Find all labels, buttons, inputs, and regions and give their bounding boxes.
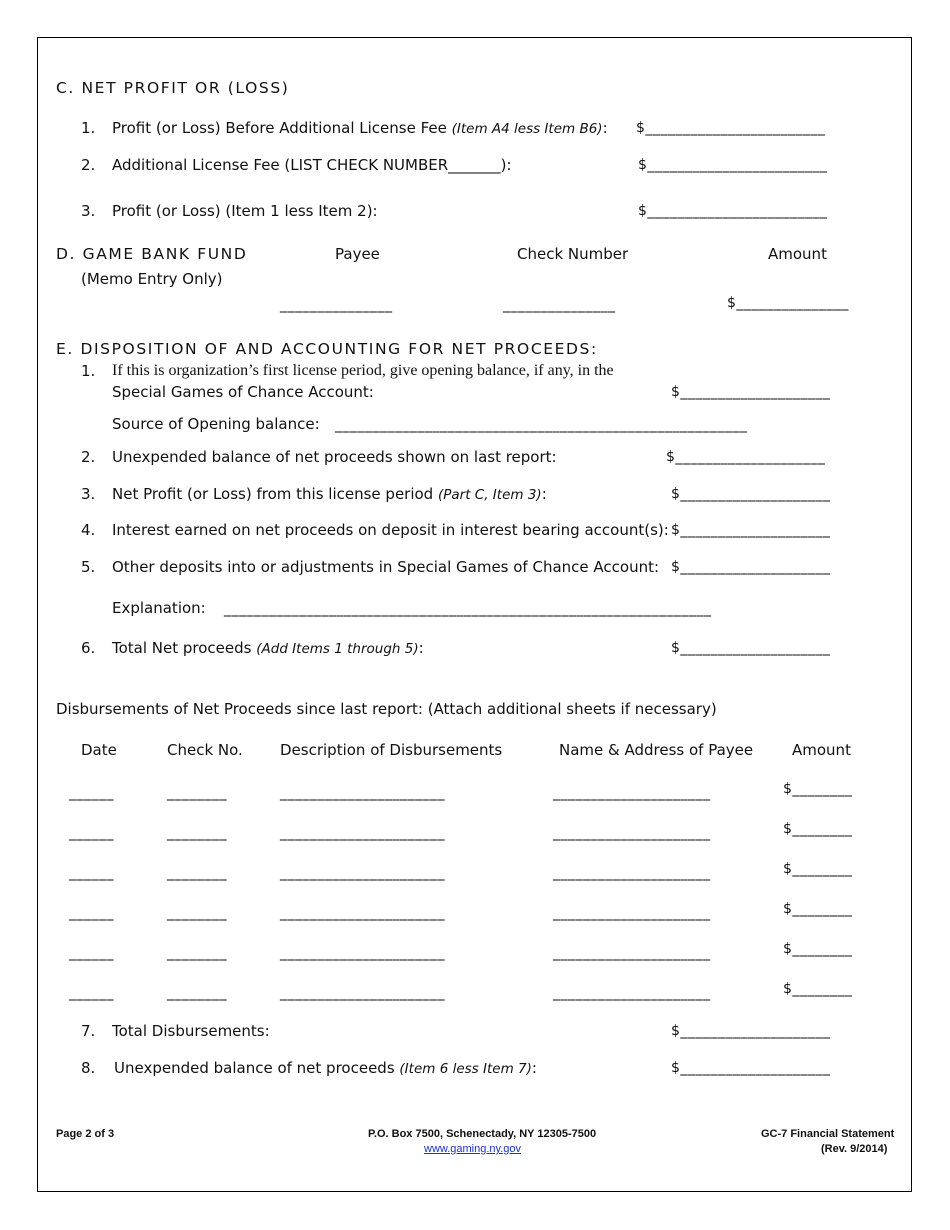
item8-label: Unexpended balance of net proceeds (Item 6 less Item 7): [114, 1059, 537, 1077]
row-amount-field[interactable]: $________ [783, 861, 853, 877]
col-payee-header: Payee [335, 245, 380, 263]
col-amount-header: Amount [768, 245, 827, 263]
c-item2-number: 2. [81, 156, 96, 174]
c-item1-amount-field[interactable]: $________________________ [636, 120, 826, 136]
row-description-field[interactable]: ______________________ [280, 785, 445, 801]
row-check-no-field[interactable]: ________ [167, 865, 227, 881]
c-item3-label: Profit (or Loss) (Item 1 less Item 2): [112, 202, 378, 220]
disbursements-intro: Disbursements of Net Proceeds since last report: (Attach additional sheets if necessary) [56, 700, 717, 718]
row-description-field[interactable]: ______________________ [280, 945, 445, 961]
e-item3-label: Net Profit (or Loss) from this license period (Part C, Item 3): [112, 485, 547, 503]
e-item2-amount-field[interactable]: $____________________ [666, 449, 826, 465]
row-payee-field[interactable]: _____________________ [553, 825, 711, 841]
source-opening-balance-field[interactable]: _______________________________________________________ [335, 417, 748, 433]
section-c-heading: C. NET PROFIT OR (LOSS) [56, 79, 290, 97]
c-item3-amount-field[interactable]: $________________________ [638, 203, 828, 219]
c-item3-number: 3. [81, 202, 96, 220]
footer-website-link[interactable]: www.gaming.ny.gov [424, 1143, 522, 1155]
row-description-field[interactable]: ______________________ [280, 905, 445, 921]
d-payee-field[interactable]: _______________ [280, 297, 393, 313]
e-item3-amount-field[interactable]: $____________________ [671, 486, 831, 502]
e-item5-amount-field[interactable]: $____________________ [671, 559, 831, 575]
footer-form-name: GC-7 Financial Statement [761, 1128, 895, 1140]
c-item2-label: Additional License Fee (LIST CHECK NUMBER_______): [112, 156, 512, 174]
row-payee-field[interactable]: _____________________ [553, 985, 711, 1001]
col-disbursement-amount-header: Amount [792, 741, 851, 759]
row-payee-field[interactable]: _____________________ [553, 865, 711, 881]
e-item1-number: 1. [81, 362, 96, 380]
row-check-no-field[interactable]: ________ [167, 785, 227, 801]
section-d-subheading: (Memo Entry Only) [81, 270, 223, 288]
row-description-field[interactable]: ______________________ [280, 985, 445, 1001]
footer-address: P.O. Box 7500, Schenectady, NY 12305-7500 [368, 1128, 597, 1140]
row-payee-field[interactable]: _____________________ [553, 905, 711, 921]
row-check-no-field[interactable]: ________ [167, 945, 227, 961]
e-item5-number: 5. [81, 558, 96, 576]
row-date-field[interactable]: ______ [69, 905, 114, 921]
e-item5-label: Other deposits into or adjustments in Special Games of Chance Account: [112, 558, 660, 576]
row-description-field[interactable]: ______________________ [280, 825, 445, 841]
c-item1-label: Profit (or Loss) Before Additional License Fee (Item A4 less Item B6): [112, 119, 608, 137]
e-item3-number: 3. [81, 485, 96, 503]
row-payee-field[interactable]: _____________________ [553, 785, 711, 801]
e-item6-label: Total Net proceeds (Add Items 1 through 5): [112, 639, 424, 657]
e-item4-amount-field[interactable]: $____________________ [671, 522, 831, 538]
row-check-no-field[interactable]: ________ [167, 905, 227, 921]
item8-amount-field[interactable]: $____________________ [671, 1060, 831, 1076]
row-amount-field[interactable]: $________ [783, 981, 853, 997]
row-date-field[interactable]: ______ [69, 825, 114, 841]
col-date-header: Date [81, 741, 117, 759]
e-item6-ref: (Add Items 1 through 5) [256, 641, 419, 657]
section-e-heading: E. DISPOSITION OF AND ACCOUNTING FOR NET PROCEEDS: [56, 340, 598, 358]
col-check-number-header: Check Number [517, 245, 629, 263]
explanation-field[interactable]: _________________________________________________________________ [224, 601, 712, 617]
row-date-field[interactable]: ______ [69, 945, 114, 961]
d-amount-field[interactable]: $_______________ [727, 295, 849, 311]
explanation-label: Explanation: [112, 599, 206, 617]
row-check-no-field[interactable]: ________ [167, 825, 227, 841]
row-payee-field[interactable]: _____________________ [553, 945, 711, 961]
c-item1-ref: (Item A4 less Item B6) [451, 121, 603, 137]
d-check-number-field[interactable]: _______________ [503, 297, 616, 313]
item8-number: 8. [81, 1059, 96, 1077]
section-d-heading: D. GAME BANK FUND [56, 245, 248, 263]
c-item2-amount-field[interactable]: $________________________ [638, 157, 828, 173]
source-opening-balance-label: Source of Opening balance: [112, 415, 320, 433]
e-item4-label: Interest earned on net proceeds on deposit in interest bearing account(s): [112, 521, 669, 539]
row-date-field[interactable]: ______ [69, 785, 114, 801]
item7-amount-field[interactable]: $____________________ [671, 1023, 831, 1039]
footer-revision: (Rev. 9/2014) [821, 1143, 888, 1155]
col-description-header: Description of Disbursements [280, 741, 503, 759]
item8-ref: (Item 6 less Item 7) [399, 1061, 532, 1077]
item7-number: 7. [81, 1022, 96, 1040]
col-check-no-header: Check No. [167, 741, 243, 759]
row-amount-field[interactable]: $________ [783, 781, 853, 797]
row-description-field[interactable]: ______________________ [280, 865, 445, 881]
row-date-field[interactable]: ______ [69, 985, 114, 1001]
e-item3-ref: (Part C, Item 3) [437, 487, 542, 503]
e-item2-number: 2. [81, 448, 96, 466]
row-date-field[interactable]: ______ [69, 865, 114, 881]
e-item2-label: Unexpended balance of net proceeds shown on last report: [112, 448, 557, 466]
col-payee-name-address-header: Name & Address of Payee [559, 741, 754, 759]
e-item1-label-line1: If this is organization’s first license period, give opening balance, if any, in the [112, 362, 614, 379]
e-item1-label-line2: Special Games of Chance Account: [112, 383, 374, 401]
e-item4-number: 4. [81, 521, 96, 539]
e-item6-amount-field[interactable]: $____________________ [671, 640, 831, 656]
row-amount-field[interactable]: $________ [783, 821, 853, 837]
row-check-no-field[interactable]: ________ [167, 985, 227, 1001]
c-item1-number: 1. [81, 119, 96, 137]
item7-label: Total Disbursements: [112, 1022, 270, 1040]
e-item6-number: 6. [81, 639, 96, 657]
row-amount-field[interactable]: $________ [783, 901, 853, 917]
row-amount-field[interactable]: $________ [783, 941, 853, 957]
footer-page-number: Page 2 of 3 [56, 1128, 115, 1140]
e-item1-amount-field[interactable]: $____________________ [671, 384, 831, 400]
